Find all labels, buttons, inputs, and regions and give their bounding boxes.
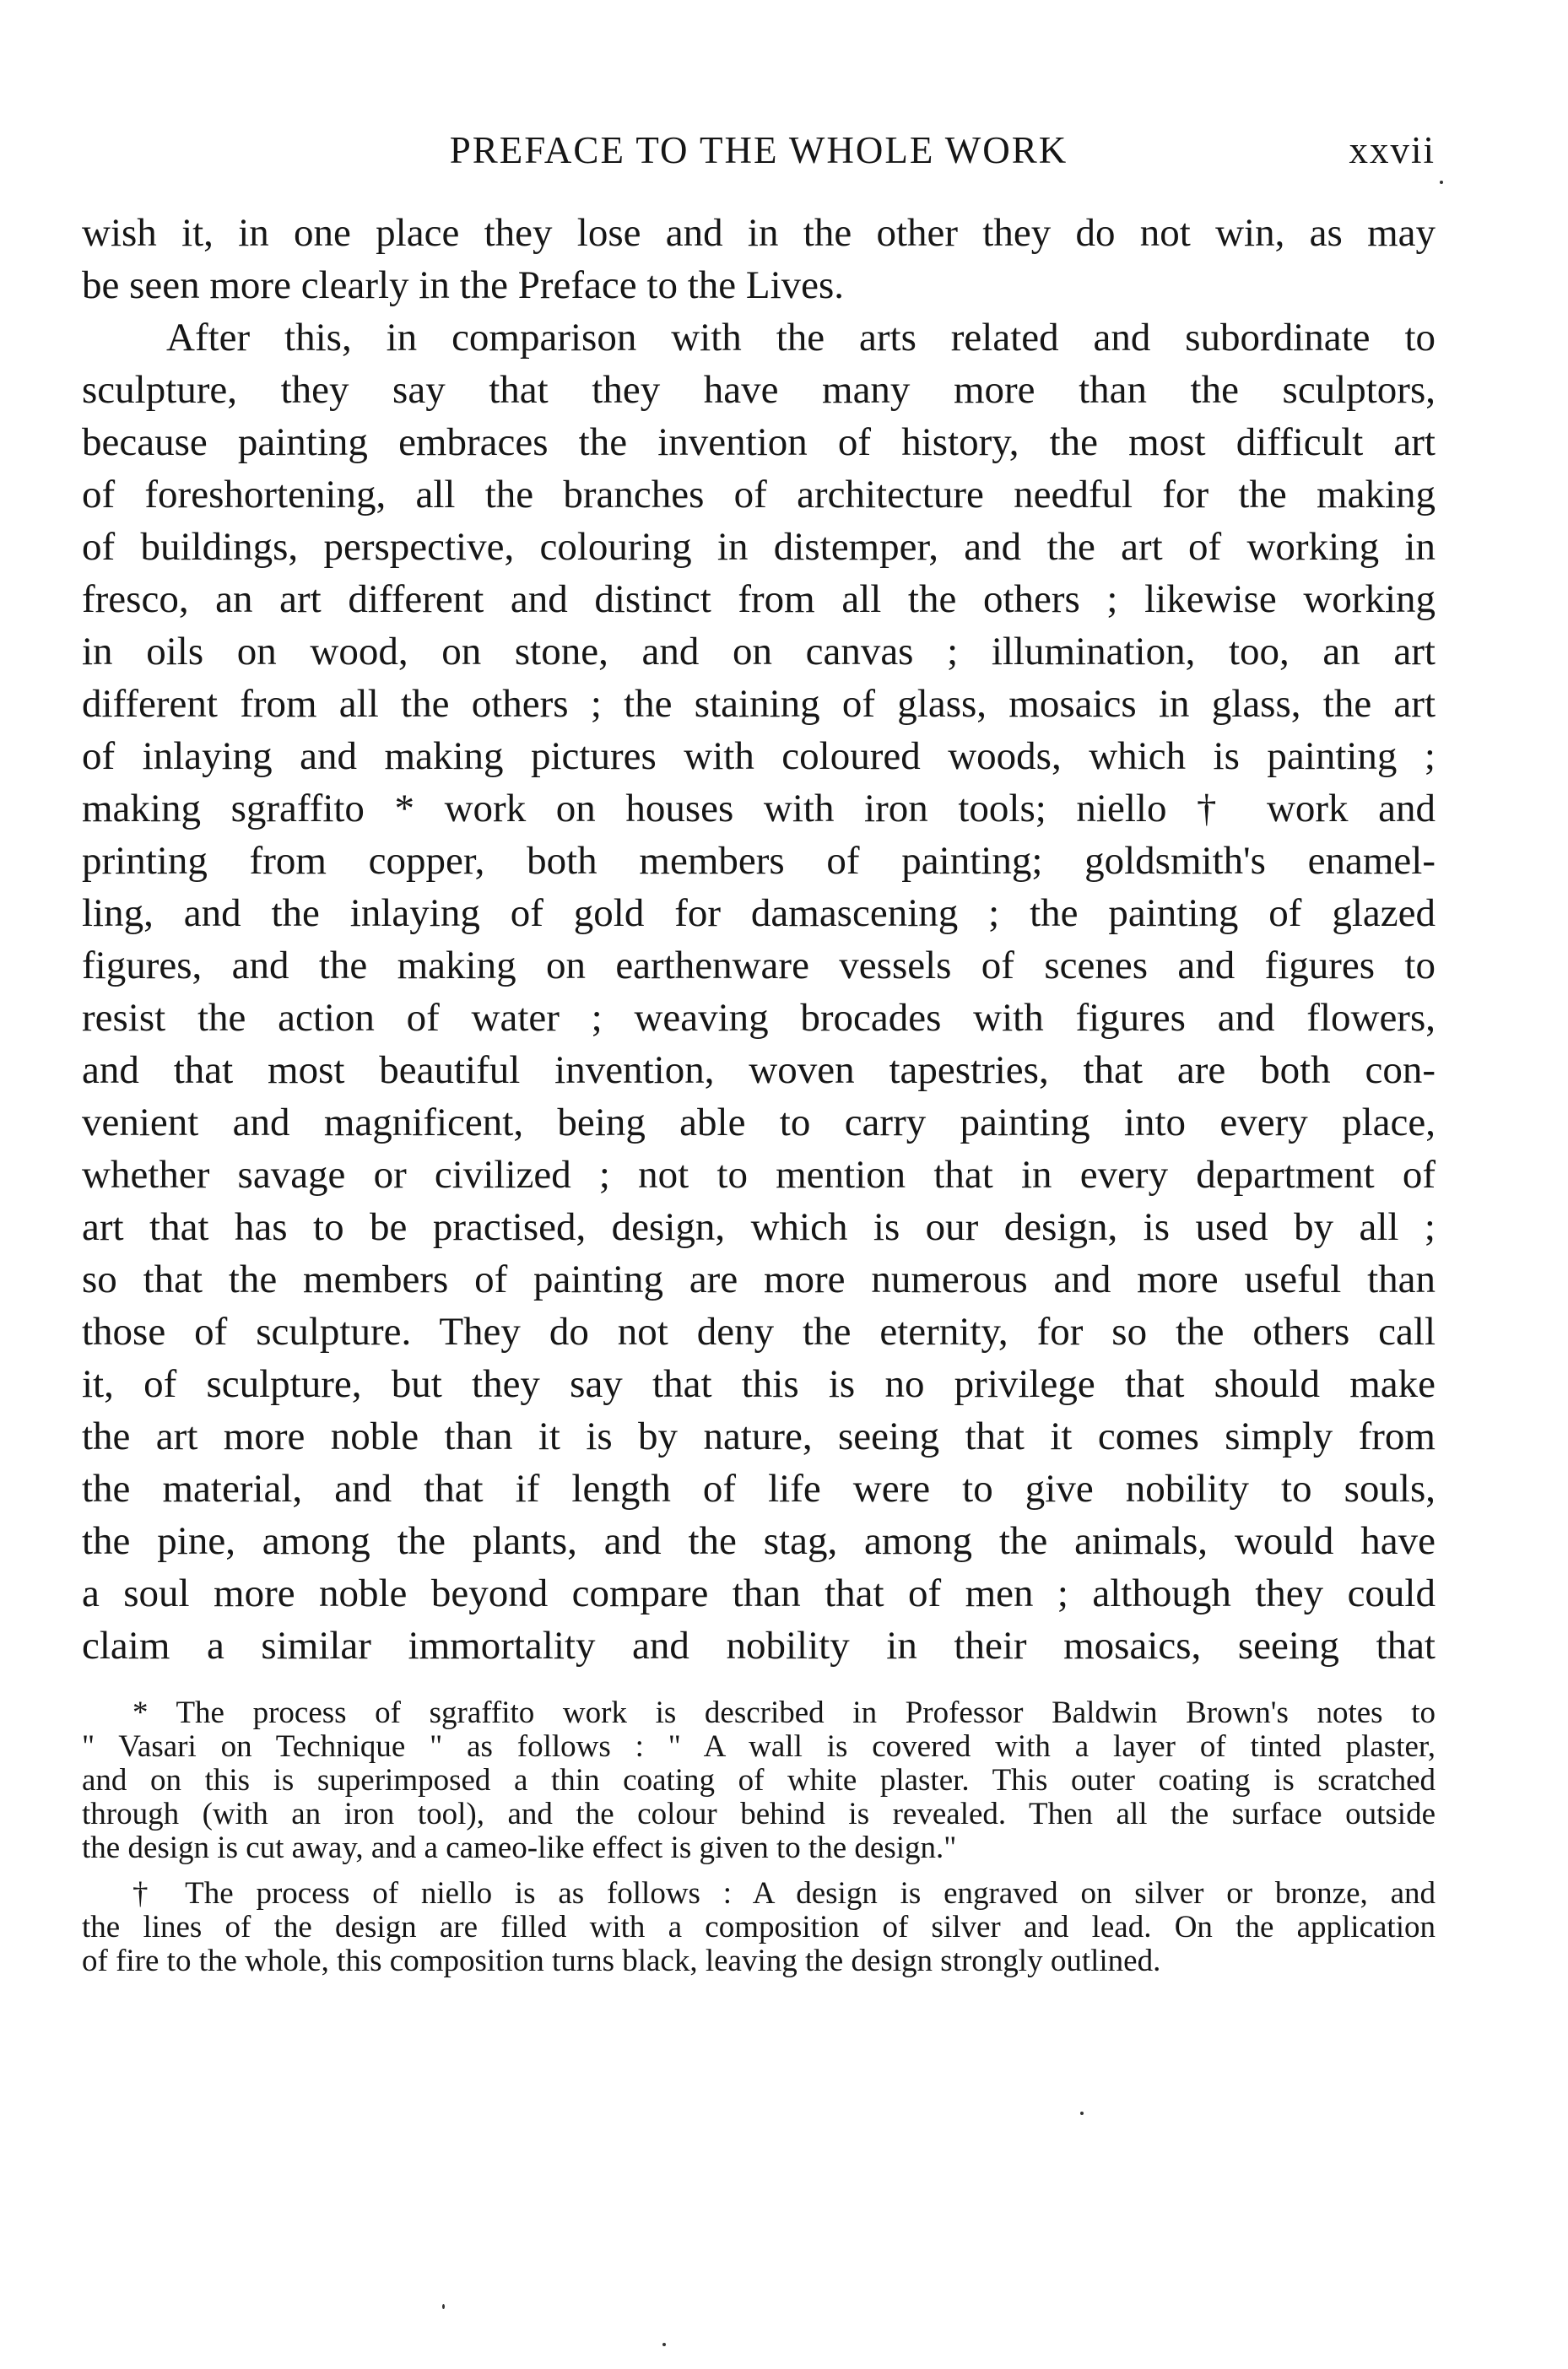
footnote-line: † The process of niello is as follows : A design is engraved on silver or bronze, and (132, 1876, 1436, 1911)
text-line: printing from copper, both members of painting; goldsmith's enamel- (82, 839, 1436, 883)
footnote-line: " Vasari on Technique " as follows : " A wall is covered with a layer of tinted plaster, (82, 1729, 1436, 1764)
text-line: so that the members of painting are more numerous and more useful than (82, 1258, 1436, 1301)
scan-speck (662, 2343, 666, 2346)
footnotes (82, 1696, 1436, 1978)
text-line: those of sculpture. They do not deny the eternity, for so the others call (82, 1310, 1436, 1354)
footnote-line: through (with an iron tool), and the colour behind is revealed. Then all the surface outside (82, 1797, 1436, 1831)
footnote-line: of fire to the whole, this composition turns black, leaving the design strongly outlined. (82, 1944, 1161, 1978)
text-line: art that has to be practised, design, which is our design, is used by all ; (82, 1205, 1436, 1249)
text-line: a soul more noble beyond compare than that of men ; although they could (82, 1571, 1436, 1615)
text-line: figures, and the making on earthenware vessels of scenes and figures to (82, 944, 1436, 987)
text-line: be seen more clearly in the Preface to the Lives. (82, 263, 845, 307)
text-line: different from all the others ; the staining of glass, mosaics in glass, the art (82, 682, 1436, 726)
text-line: it, of sculpture, but they say that this is no privilege that should make (82, 1362, 1436, 1406)
text-line: the material, and that if length of life were to give nobility to souls, (82, 1467, 1436, 1511)
text-line: fresco, an art different and distinct from all the others ; likewise working (82, 577, 1436, 621)
scan-speck (1440, 181, 1443, 184)
footnote-gap (82, 1865, 1436, 1877)
footnote-line: * The process of sgraffito work is described in Professor Baldwin Brown's notes to (132, 1696, 1436, 1730)
text-line: wish it, in one place they lose and in the other they do not win, as may (82, 211, 1436, 255)
text-line: of buildings, perspective, colouring in distemper, and the art of working in (82, 525, 1436, 569)
text-line: making sgraffito * work on houses with iron tools; niello † work and (82, 787, 1436, 830)
footnote-line: and on this is superimposed a thin coating of white plaster. This outer coating is scratched (82, 1763, 1436, 1798)
text-line: whether savage or civilized ; not to mention that in every department of (82, 1153, 1436, 1197)
page-number: xxvii (1349, 129, 1436, 171)
text-line: After this, in comparison with the arts related and subordinate to (166, 316, 1436, 360)
text-line: and that most beautiful invention, woven tapestries, that are both con- (82, 1048, 1436, 1092)
running-head-title: PREFACE TO THE WHOLE WORK (449, 129, 1068, 171)
text-line: claim a similar immortality and nobility in their mosaics, seeing that (82, 1624, 1436, 1668)
text-line: sculpture, they say that they have many more than the sculptors, (82, 368, 1436, 412)
text-line: resist the action of water ; weaving brocades with figures and flowers, (82, 996, 1436, 1040)
text-line: in oils on wood, on stone, and on canvas ; illumination, too, an art (82, 630, 1436, 673)
text-line: of foreshortening, all the branches of architecture needful for the making (82, 473, 1436, 517)
text-line: the pine, among the plants, and the stag, among the animals, would have (82, 1519, 1436, 1563)
footnote-line: the lines of the design are filled with a composition of silver and lead. On the application (82, 1910, 1436, 1944)
footnote-sgraffito (82, 1696, 1436, 1865)
text-line: the art more noble than it is by nature, seeing that it comes simply from (82, 1414, 1436, 1458)
running-head (82, 121, 1436, 180)
footnote-line: the design is cut away, and a cameo-like effect is given to the design." (82, 1831, 957, 1865)
text-line: venient and magnificent, being able to carry painting into every place, (82, 1101, 1436, 1144)
scan-speck (442, 2304, 445, 2309)
scan-speck (1080, 2112, 1084, 2115)
body-text (82, 207, 1436, 1672)
footnote-niello (82, 1877, 1436, 1978)
text-line: of inlaying and making pictures with coloured woods, which is painting ; (82, 734, 1436, 778)
text-line: ling, and the inlaying of gold for damascening ; the painting of glazed (82, 891, 1436, 935)
text-line: because painting embraces the invention of history, the most difficult art (82, 420, 1436, 464)
